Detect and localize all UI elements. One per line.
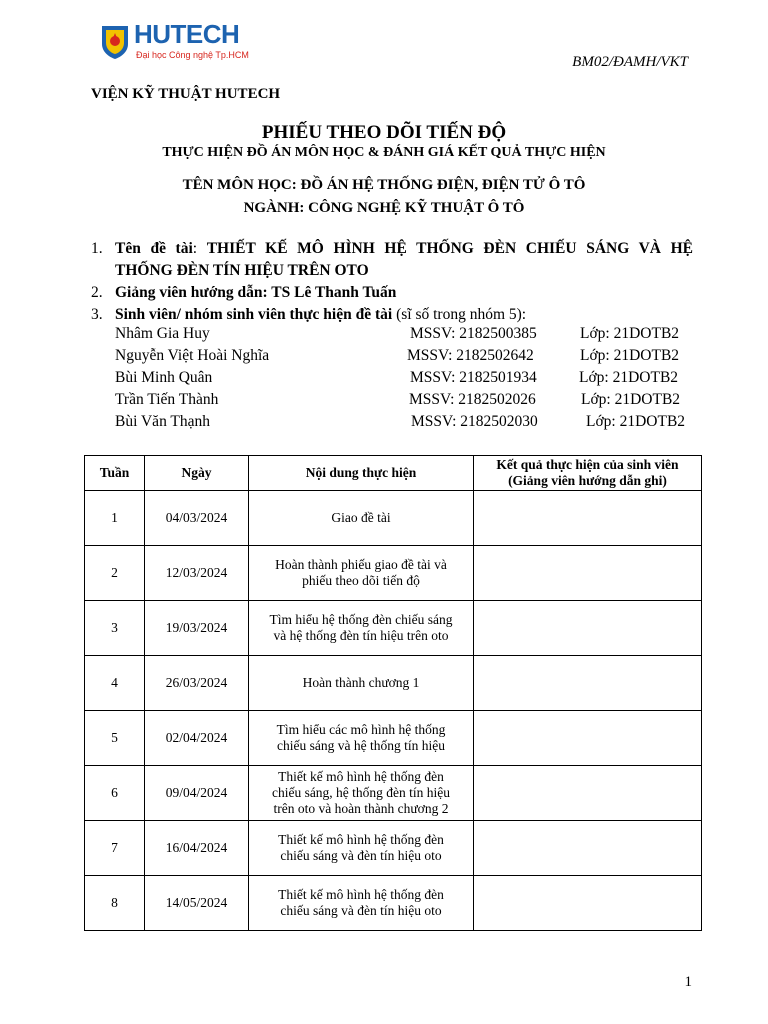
progress-table [84,455,702,931]
table-row [85,546,702,601]
major-name: NGÀNH: CÔNG NGHỆ KỸ THUẬT Ô TÔ [243,200,525,216]
cell-week: 3 [85,601,145,656]
logo-brand-text: HUTECH [134,19,240,49]
cell-date: 14/05/2024 [145,876,249,931]
student-mssv: MSSV: 2182502026 [409,391,536,408]
cell-content [249,546,474,601]
cell-result [474,601,702,656]
cell-week: 2 [85,546,145,601]
cell-result [474,711,702,766]
cell-week: 1 [85,491,145,546]
header-week: Tuần [85,456,145,491]
cell-week: 6 [85,766,145,821]
cell-content-line: phiếu theo dõi tiến độ [302,573,420,588]
cell-result [474,491,702,546]
hutech-shield-icon [100,24,130,60]
cell-content-line: Tìm hiểu hệ thống đèn chiếu sáng [269,612,453,627]
table-row [85,876,702,931]
cell-date: 04/03/2024 [145,491,249,546]
cell-content-line: Hoàn thành chương 1 [302,675,420,690]
student-row [115,367,705,389]
student-name: Nhâm Gia Huy [115,325,210,342]
student-name: Bùi Văn Thạnh [115,413,211,430]
page-number: 1 [684,974,692,990]
cell-date: 16/04/2024 [145,821,249,876]
student-name: Bùi Minh Quân [115,369,213,386]
cell-result [474,876,702,931]
cell-result [474,656,702,711]
cell-content-line: trên oto và hoàn thành chương 2 [273,801,449,816]
table-body [85,491,702,931]
table-row [85,601,702,656]
cell-content [249,766,474,821]
cell-date: 12/03/2024 [145,546,249,601]
student-class: Lớp: 21DOTB2 [586,413,686,430]
cell-content-line: Thiết kế mô hình hệ thống đèn [278,769,444,784]
student-class: Lớp: 21DOTB2 [579,369,679,386]
table-header-row [85,456,702,491]
cell-content [249,711,474,766]
student-row [115,389,705,411]
student-class: Lớp: 21DOTB2 [581,391,681,408]
header-date: Ngày [145,456,249,491]
cell-content-line: chiếu sáng và đèn tín hiệu oto [280,903,442,918]
header-content: Nội dung thực hiện [249,456,474,491]
topic-number: 1. [91,240,103,257]
document-subtitle: THỰC HIỆN ĐỒ ÁN MÔN HỌC & ĐÁNH GIÁ KẾT QUẢ THỰC HIỆN [162,145,606,160]
topic-title-line-2: THỐNG ĐÈN TÍN HIỆU TRÊN OTO [115,262,369,279]
cell-content-line: chiếu sáng và hệ thống tín hiệu [277,738,445,753]
table-row [85,491,702,546]
student-name: Trần Tiến Thành [115,391,219,408]
cell-content [249,656,474,711]
cell-content-line: Thiết kế mô hình hệ thống đèn [278,887,444,902]
cell-week: 4 [85,656,145,711]
topic-title-line-1: THIẾT KẾ MÔ HÌNH HỆ THỐNG ĐÈN CHIẾU SÁNG VÀ HỆ [206,240,693,257]
document-title: PHIẾU THEO DÕI TIẾN ĐỘ [261,122,507,143]
cell-date: 02/04/2024 [145,711,249,766]
cell-content-line: chiếu sáng và đèn tín hiệu oto [280,848,442,863]
header-result-line-1: Kết quả thực hiện của sinh viên [496,457,679,472]
student-class: Lớp: 21DOTB2 [580,325,680,342]
advisor-label: Giảng viên hướng dẫn [115,284,263,301]
cell-week: 8 [85,876,145,931]
cell-week: 7 [85,821,145,876]
table-row [85,766,702,821]
cell-content-line: và hệ thống đèn tín hiệu trên oto [273,628,449,643]
advisor-number: 2. [91,284,103,301]
cell-content-line: Giao đề tài [331,510,391,525]
students-note: (sĩ số trong nhóm 5): [396,306,527,323]
form-code: BM02/ĐAMH/VKT [572,54,688,70]
cell-content [249,601,474,656]
header-result [474,456,702,491]
topic-line-1: Tên đề tài: THIẾT KẾ MÔ HÌNH HỆ THỐNG ĐÈN CHIẾU SÁNG VÀ HỆ [115,240,693,257]
institute-name: VIỆN KỸ THUẬT HUTECH [91,86,281,102]
cell-content-line: Thiết kế mô hình hệ thống đèn [278,832,444,847]
cell-content [249,876,474,931]
student-row [115,323,705,345]
topic-label: Tên đề tài [115,240,193,257]
student-mssv: MSSV: 2182502030 [411,413,538,430]
cell-content-line: Hoàn thành phiếu giao đề tài và [275,557,447,572]
table-row [85,711,702,766]
student-mssv: MSSV: 2182501934 [410,369,537,386]
cell-content-line: chiếu sáng, hệ thống đèn tín hiệu [271,785,451,800]
table-row [85,821,702,876]
hutech-logo [100,19,260,66]
cell-date: 09/04/2024 [145,766,249,821]
table-row [85,656,702,711]
advisor-name: TS Lê Thanh Tuấn [271,284,397,301]
student-mssv: MSSV: 2182500385 [410,325,537,342]
header-result-line-2: (Giảng viên hướng dẫn ghi) [508,473,667,488]
cell-result [474,766,702,821]
student-row [115,345,705,367]
logo-subtitle: Đại học Công nghệ Tp.HCM [136,50,249,60]
students-number: 3. [91,306,103,323]
students-label: Sinh viên/ nhóm sinh viên thực hiện đề tài [115,306,393,323]
cell-week: 5 [85,711,145,766]
student-row [115,411,705,433]
cell-content [249,491,474,546]
cell-date: 26/03/2024 [145,656,249,711]
advisor-line: Giảng viên hướng dẫn: TS Lê Thanh Tuấn [115,284,397,301]
course-name: TÊN MÔN HỌC: ĐỒ ÁN HỆ THỐNG ĐIỆN, ĐIỆN TỬ Ô TÔ [182,177,586,193]
cell-content [249,821,474,876]
cell-date: 19/03/2024 [145,601,249,656]
cell-result [474,821,702,876]
cell-content-line: Tìm hiểu các mô hình hệ thống [276,722,446,737]
student-class: Lớp: 21DOTB2 [580,347,680,364]
student-mssv: MSSV: 2182502642 [407,347,534,364]
student-name: Nguyễn Việt Hoài Nghĩa [115,347,270,364]
cell-result [474,546,702,601]
